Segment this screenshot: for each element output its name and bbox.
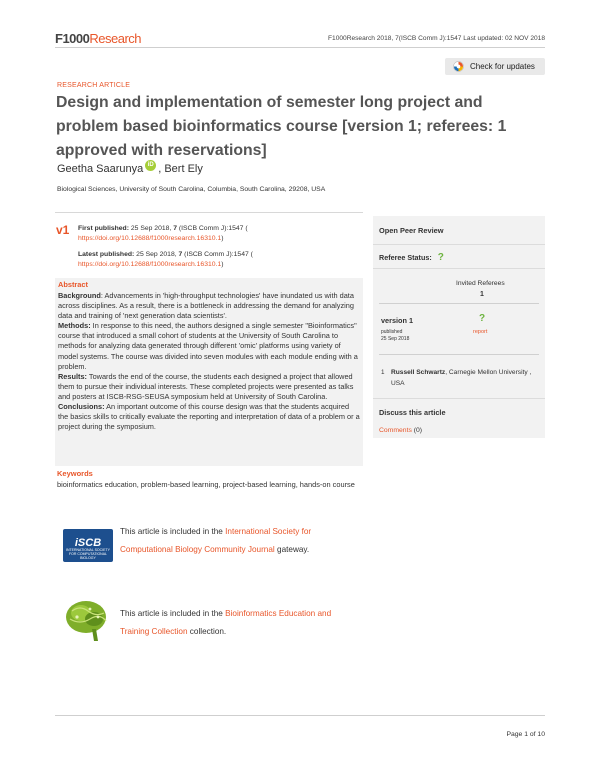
logo-f1000: F1000: [55, 31, 90, 46]
bioinformatics-collection-link[interactable]: Bioinformatics Education and Training Collection: [120, 609, 332, 636]
page-number: Page 1 of 10: [506, 731, 545, 738]
conclusions-label: Conclusions:: [58, 402, 105, 412]
methods-text: In response to this need, the authors designed a single semester "Bioinformatics" course that introduced a small cohort of students at the University of South Carolina to methods for analyzing data generated through different 'omic' platforms using variety of model systems. The course was divided into seven modules with each module ending with a problem.: [58, 321, 358, 371]
first-published-label: First published:: [78, 225, 129, 232]
referee-entry: [391, 367, 541, 389]
gateway-suffix: collection.: [187, 626, 227, 636]
article-type: RESEARCH ARTICLE: [57, 82, 131, 89]
latest-published-close: ): [221, 261, 224, 268]
panel-divider: [373, 244, 545, 245]
invited-referee-number: 1: [480, 291, 484, 298]
panel-divider: [379, 303, 539, 304]
open-peer-review-panel: [373, 216, 545, 438]
methods-label: Methods:: [58, 321, 91, 331]
invited-referees-label: Invited Referees: [456, 280, 505, 287]
first-published-doi-link[interactable]: https://doi.org/10.12688/f1000research.16310.1: [78, 235, 222, 242]
header-divider: [55, 47, 545, 48]
author-list: [57, 163, 203, 175]
f1000research-logo[interactable]: [55, 31, 141, 46]
iscb-logo[interactable]: [63, 529, 113, 562]
citation-line: F1000Research 2018, 7(ISCB Comm J):1547 Last updated: 02 NOV 2018: [328, 35, 545, 42]
section-divider: [55, 212, 363, 213]
referee-number: 1: [381, 369, 385, 376]
gateway-suffix: gateway.: [274, 544, 310, 554]
abstract-background: [58, 291, 361, 321]
panel-divider: [373, 398, 545, 399]
first-published-line: [78, 224, 368, 234]
version-badge: v1: [56, 223, 70, 237]
abstract-conclusions: [58, 402, 361, 432]
status-question-icon: ?: [437, 252, 444, 263]
gateway-iscb-text: [120, 523, 360, 558]
iscb-logo-subtext: INTERNATIONAL SOCIETY FOR COMPUTATIONAL BIOLOGY: [66, 548, 110, 560]
background-label: Background: [58, 291, 101, 300]
latest-published-volume: 7: [178, 251, 183, 258]
report-link[interactable]: report: [473, 329, 488, 335]
check-updates-icon: [453, 61, 464, 72]
first-published-close: ): [221, 235, 224, 242]
check-updates-label: Check for updates: [470, 62, 535, 71]
author-name[interactable]: Geetha Saarunya: [57, 163, 144, 175]
background-text: : Advancements in 'high-throughput technologies' have inundated us with data across disciplines. As a result, there is a bottleneck in addressing the demand for analyzing data and training of 'next generation data scientists'.: [58, 291, 354, 321]
results-text: Towards the end of the course, the students each designed a project that allowed them to pursue their individual interests. These completed projects were presented as talks and posters at ISCB-RSG-SEUSA symposium held at University of South Carolina.: [58, 371, 354, 401]
first-published-volume: 7: [173, 225, 177, 232]
abstract-body: [58, 291, 361, 432]
affiliation: Biological Sciences, University of South Carolina, Columbia, South Carolina, 29208, USA: [57, 186, 326, 193]
gateway-bioinformatics-text: [120, 605, 360, 640]
version-published-label: published: [381, 329, 403, 335]
gateway-prefix: This article is included in the: [120, 609, 226, 618]
open-peer-review-heading: Open Peer Review: [379, 226, 444, 235]
discuss-heading: Discuss this article: [379, 408, 446, 417]
abstract-heading: Abstract: [58, 280, 88, 289]
orcid-icon[interactable]: iD: [145, 160, 156, 171]
panel-divider: [379, 354, 539, 355]
version-date: 25 Sep 2018: [381, 336, 410, 342]
comments-link[interactable]: Comments: [379, 427, 412, 434]
latest-published-date: 25 Sep 2018,: [134, 251, 179, 258]
referee-name: Russell Schwartz: [391, 369, 446, 376]
comments-line: [379, 427, 422, 434]
keywords-text: bioinformatics education, problem-based learning, project-based learning, hands-on course: [57, 480, 355, 489]
latest-published-label: Latest published:: [78, 251, 135, 258]
results-label: Results:: [58, 371, 87, 381]
article-title: Design and implementation of semester long project and problem based bioinformatics course [version 1; referees: 1 approved with reservations]: [56, 94, 507, 159]
conclusions-text: An important outcome of this course design was that the students acquired the basics skills to critically evaluate the reporting and interpretation of data of a problem or a project during the symposium.: [58, 402, 360, 432]
author-name[interactable]: , Bert Ely: [158, 163, 203, 175]
comments-count: (0): [411, 427, 423, 434]
report-status-icon: ?: [479, 313, 486, 324]
logo-research: Research: [89, 31, 142, 46]
latest-published-issue: (ISCB Comm J):1547 (: [182, 251, 253, 258]
abstract-methods: [58, 321, 361, 371]
gateway-prefix: This article is included in the: [120, 527, 226, 536]
check-for-updates-button[interactable]: [445, 58, 545, 75]
version-label: version 1: [381, 316, 414, 325]
iscb-logo-text: iSCB: [74, 537, 102, 549]
version-published: [381, 329, 409, 343]
abstract-results: [58, 372, 361, 402]
first-published-issue: (ISCB Comm J):1547 (: [176, 225, 248, 232]
latest-published-line: [78, 250, 368, 260]
referee-affiliation: , Carnegie Mellon University , USA: [391, 369, 532, 387]
referee-status-label: Referee Status:: [379, 253, 432, 262]
iscb-gateway-link[interactable]: International Society for Computational Biology Community Journal: [120, 527, 312, 554]
bioinformatics-collection-logo[interactable]: [62, 597, 114, 643]
referee-status: [379, 252, 444, 263]
panel-divider: [373, 268, 545, 269]
footer-divider: [55, 715, 545, 716]
latest-published-doi-link[interactable]: https://doi.org/10.12688/f1000research.16310.1: [78, 261, 222, 268]
keywords-heading: Keywords: [57, 469, 93, 478]
first-published-date: 25 Sep 2018,: [128, 225, 174, 232]
publication-dates: [78, 224, 368, 270]
